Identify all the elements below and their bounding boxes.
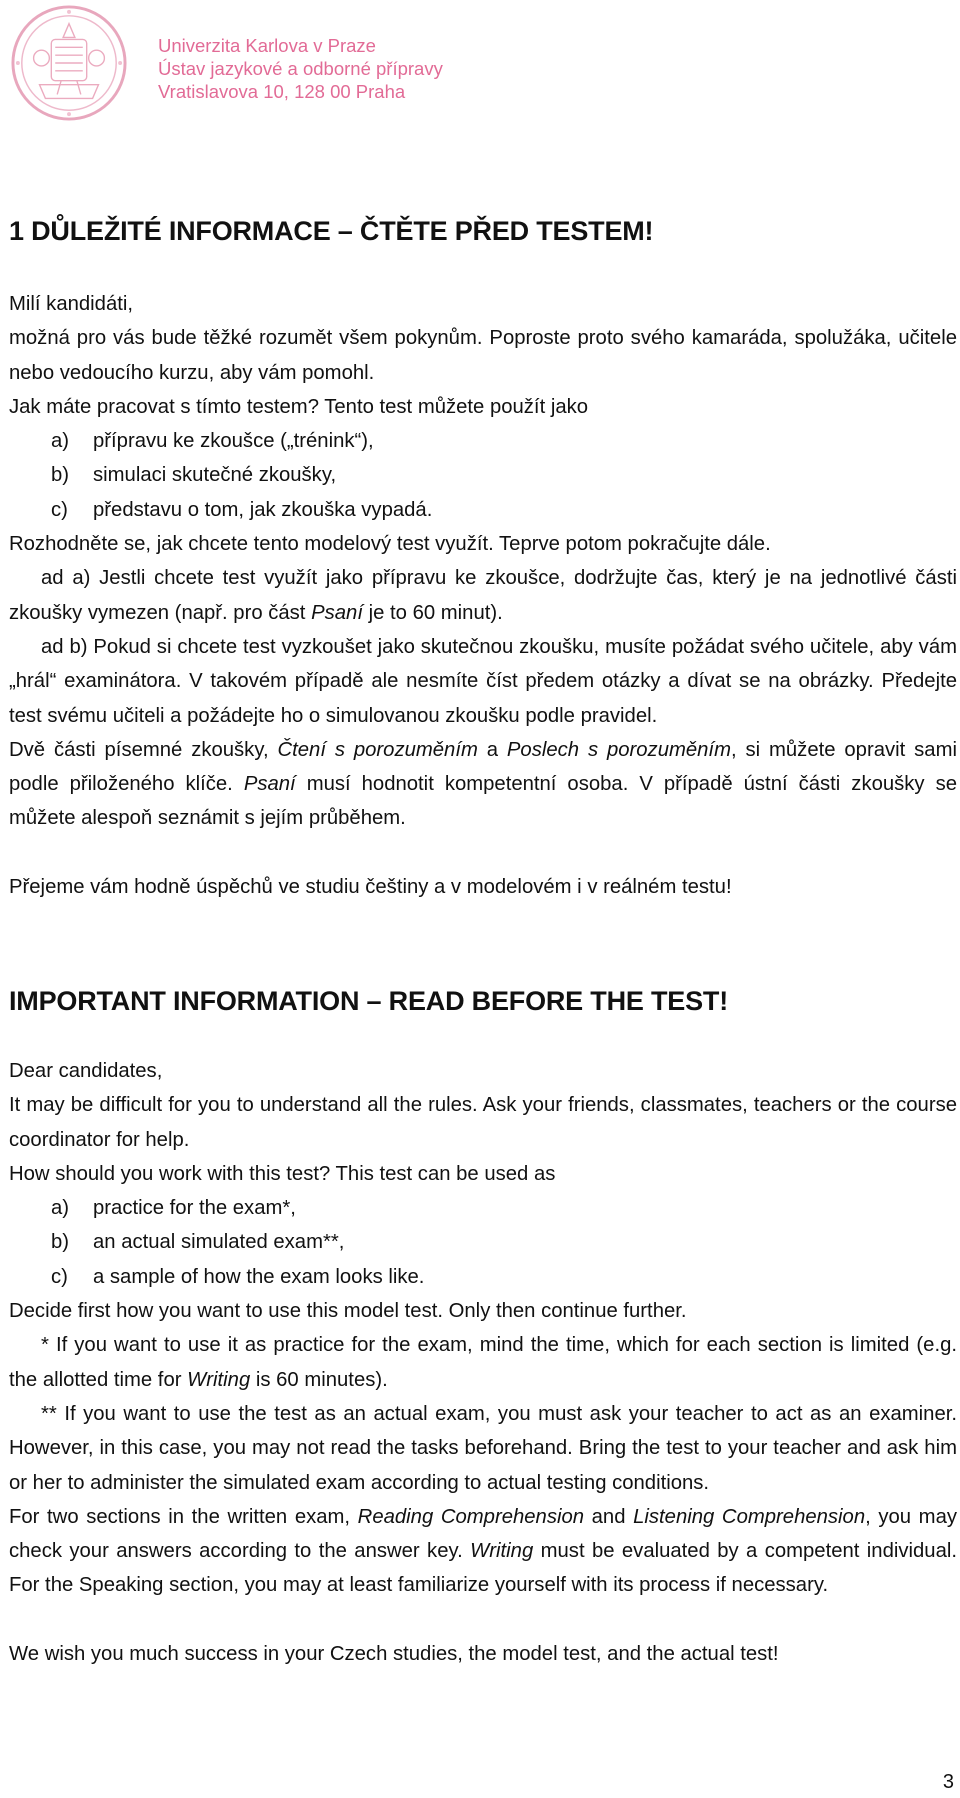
english-section: [9, 1054, 957, 1671]
english-paragraph-2: How should you work with this test? This test can be used as: [9, 1162, 556, 1185]
institution-department: Ústav jazykové a odborné přípravy: [158, 58, 443, 79]
czech-list-item: c) představu o tom, jak zkouška vypadá.: [51, 498, 433, 521]
english-list-item: a) practice for the exam*,: [51, 1197, 296, 1220]
czech-heading: 1 DŮLEŽITÉ INFORMACE – ČTĚTE PŘED TESTEM!: [9, 216, 654, 246]
english-paragraph-3: Decide first how you want to use this model test. Only then continue further.: [9, 1300, 687, 1323]
english-paragraph-5: ** If you want to use the test as an actual exam, you must ask your teacher to act as an examiner. However, in this case, you may not read the tasks beforehand. Bring the test to your teacher and ask him or her to administer the simulated exam according to actual testing conditions.: [9, 1402, 957, 1494]
english-paragraph-1: It may be difficult for you to understand all the rules. Ask your friends, classmates, teachers or the course coordinator for help.: [9, 1094, 957, 1151]
institution-address: [158, 34, 443, 103]
czech-paragraph-2: Jak máte pracovat s tímto testem? Tento test můžete použít jako: [9, 395, 589, 418]
english-heading: IMPORTANT INFORMATION – READ BEFORE THE TEST!: [9, 986, 728, 1016]
czech-paragraph-3: Rozhodněte se, jak chcete tento modelový test využít. Teprve potom pokračujte dále.: [9, 533, 771, 556]
english-paragraph-4: * If you want to use it as practice for the exam, mind the time, which for each section is limited (e.g. the allotted time for Writing is 60 minutes).: [9, 1334, 957, 1391]
page-number: 3: [942, 1771, 954, 1793]
czech-greeting: Milí kandidáti,: [9, 293, 133, 315]
institution-name: Univerzita Karlova v Praze: [158, 35, 376, 56]
czech-paragraph-1: možná pro vás bude těžké rozumět všem pokynům. Poproste proto svého kamaráda, spolužáka, učitele nebo vedoucího kurzu, aby vám pomohl.: [9, 327, 957, 384]
czech-paragraph-5: ad b) Pokud si chcete test vyzkoušet jako skutečnou zkoušku, musíte požádat svého učitele, aby vám „hrál“ examinátora. V takovém případě ale nesmíte číst předem otázky a dívat se na obrázky. Předejte test svému učiteli a požádejte ho o simulovanou zkoušku podle pravidel.: [9, 635, 957, 727]
czech-paragraph-6: Dvě části písemné zkoušky, Čtení s porozuměním a Poslech s porozuměním, si můžete opravit sami podle přiloženého klíče. Psaní musí hodnotit kompetentní osoba. V případě ústní části zkoušky se můžete alespoň seznámit s jejím průběhem.: [9, 738, 957, 830]
english-greeting: Dear candidates,: [9, 1060, 163, 1082]
institution-street: Vratislavova 10, 128 00 Praha: [158, 81, 406, 102]
czech-list-item: a) přípravu ke zkoušce („trénink“),: [51, 430, 374, 453]
page-header: [6, 4, 946, 124]
english-closing: We wish you much success in your Czech studies, the model test, and the actual test!: [9, 1642, 779, 1665]
czech-list-item: b) simulaci skutečné zkoušky,: [51, 464, 337, 487]
english-list-item: b) an actual simulated exam**,: [51, 1231, 345, 1254]
czech-section: [9, 287, 957, 904]
czech-closing: Přejeme vám hodně úspěchů ve studiu češtiny a v modelovém i v reálném testu!: [9, 875, 732, 898]
english-paragraph-6: For two sections in the written exam, Reading Comprehension and Listening Comprehension, you may check your answers according to the answer key. Writing must be evaluated by a competent individual. For the Speaking section, you may at least familiarize yourself with its process if necessary.: [9, 1505, 957, 1597]
english-list-item: c) a sample of how the exam looks like.: [51, 1265, 425, 1288]
university-seal-icon: [10, 4, 128, 122]
czech-paragraph-4: ad a) Jestli chcete test využít jako přípravu ke zkoušce, dodržujte čas, který je na jednotlivé části zkoušky vymezen (např. pro část Psaní je to 60 minut).: [9, 567, 957, 624]
